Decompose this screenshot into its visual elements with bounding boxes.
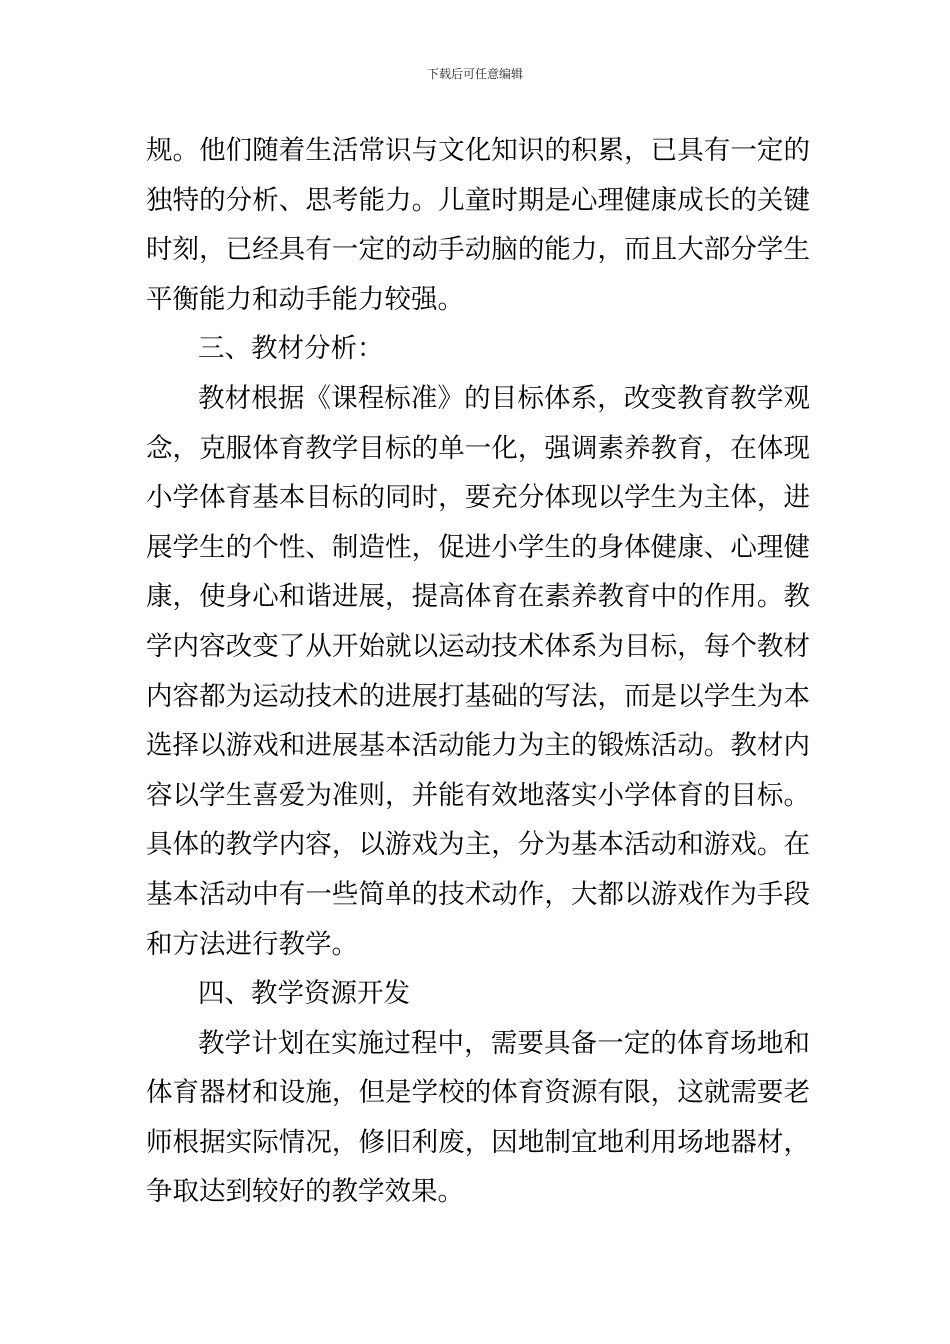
paragraph-line: 体育器材和设施，但是学校的体育资源有限，这就需要老 bbox=[146, 1077, 810, 1109]
paragraph-line: 师根据实际情况，修旧利废，因地制宜地利用场地器材， bbox=[146, 1126, 810, 1158]
paragraph-line: 内容都为运动技术的进展打基础的写法，而是以学生为本 bbox=[146, 680, 810, 712]
document-body bbox=[146, 126, 810, 1217]
paragraph-line: 教学计划在实施过程中，需要具备一定的体育场地和 bbox=[198, 1027, 810, 1059]
paragraph-line: 和方法进行教学。 bbox=[146, 928, 358, 960]
section-heading: 三、教材分析： bbox=[198, 333, 384, 365]
page-header: 下载后可任意编辑 bbox=[426, 67, 523, 81]
paragraph-line: 争取达到较好的教学效果。 bbox=[146, 1176, 464, 1208]
paragraph-line: 念，克服体育教学目标的单一化，强调素养教育，在体现 bbox=[146, 432, 810, 464]
paragraph-line: 规。他们随着生活常识与文化知识的积累，已具有一定的 bbox=[146, 135, 810, 166]
paragraph-line: 展学生的个性、制造性，促进小学生的身体健康、心理健 bbox=[146, 531, 810, 563]
paragraph-line: 学内容改变了从开始就以运动技术体系为目标，每个教材 bbox=[146, 630, 810, 662]
paragraph-line: 独特的分析、思考能力。儿童时期是心理健康成长的关键 bbox=[146, 184, 810, 216]
paragraph-line: 基本活动中有一些简单的技术动作，大都以游戏作为手段 bbox=[146, 878, 810, 910]
paragraph-line: 容以学生喜爱为准则，并能有效地落实小学体育的目标。 bbox=[146, 779, 810, 811]
paragraph-line: 小学体育基本目标的同时，要充分体现以学生为主体，进 bbox=[146, 482, 810, 514]
paragraph-line: 具体的教学内容，以游戏为主，分为基本活动和游戏。在 bbox=[146, 829, 810, 861]
paragraph-line: 教材根据《课程标准》的目标体系，改变教育教学观 bbox=[198, 382, 810, 414]
section-heading: 四、教学资源开发 bbox=[198, 978, 410, 1010]
paragraph-line: 时刻，已经具有一定的动手动脑的能力，而且大部分学生 bbox=[146, 234, 810, 266]
paragraph-line: 选择以游戏和进展基本活动能力为主的锻炼活动。教材内 bbox=[146, 730, 810, 762]
paragraph-line: 平衡能力和动手能力较强。 bbox=[146, 283, 464, 315]
paragraph-line: 康，使身心和谐进展，提高体育在素养教育中的作用。教 bbox=[146, 581, 810, 613]
